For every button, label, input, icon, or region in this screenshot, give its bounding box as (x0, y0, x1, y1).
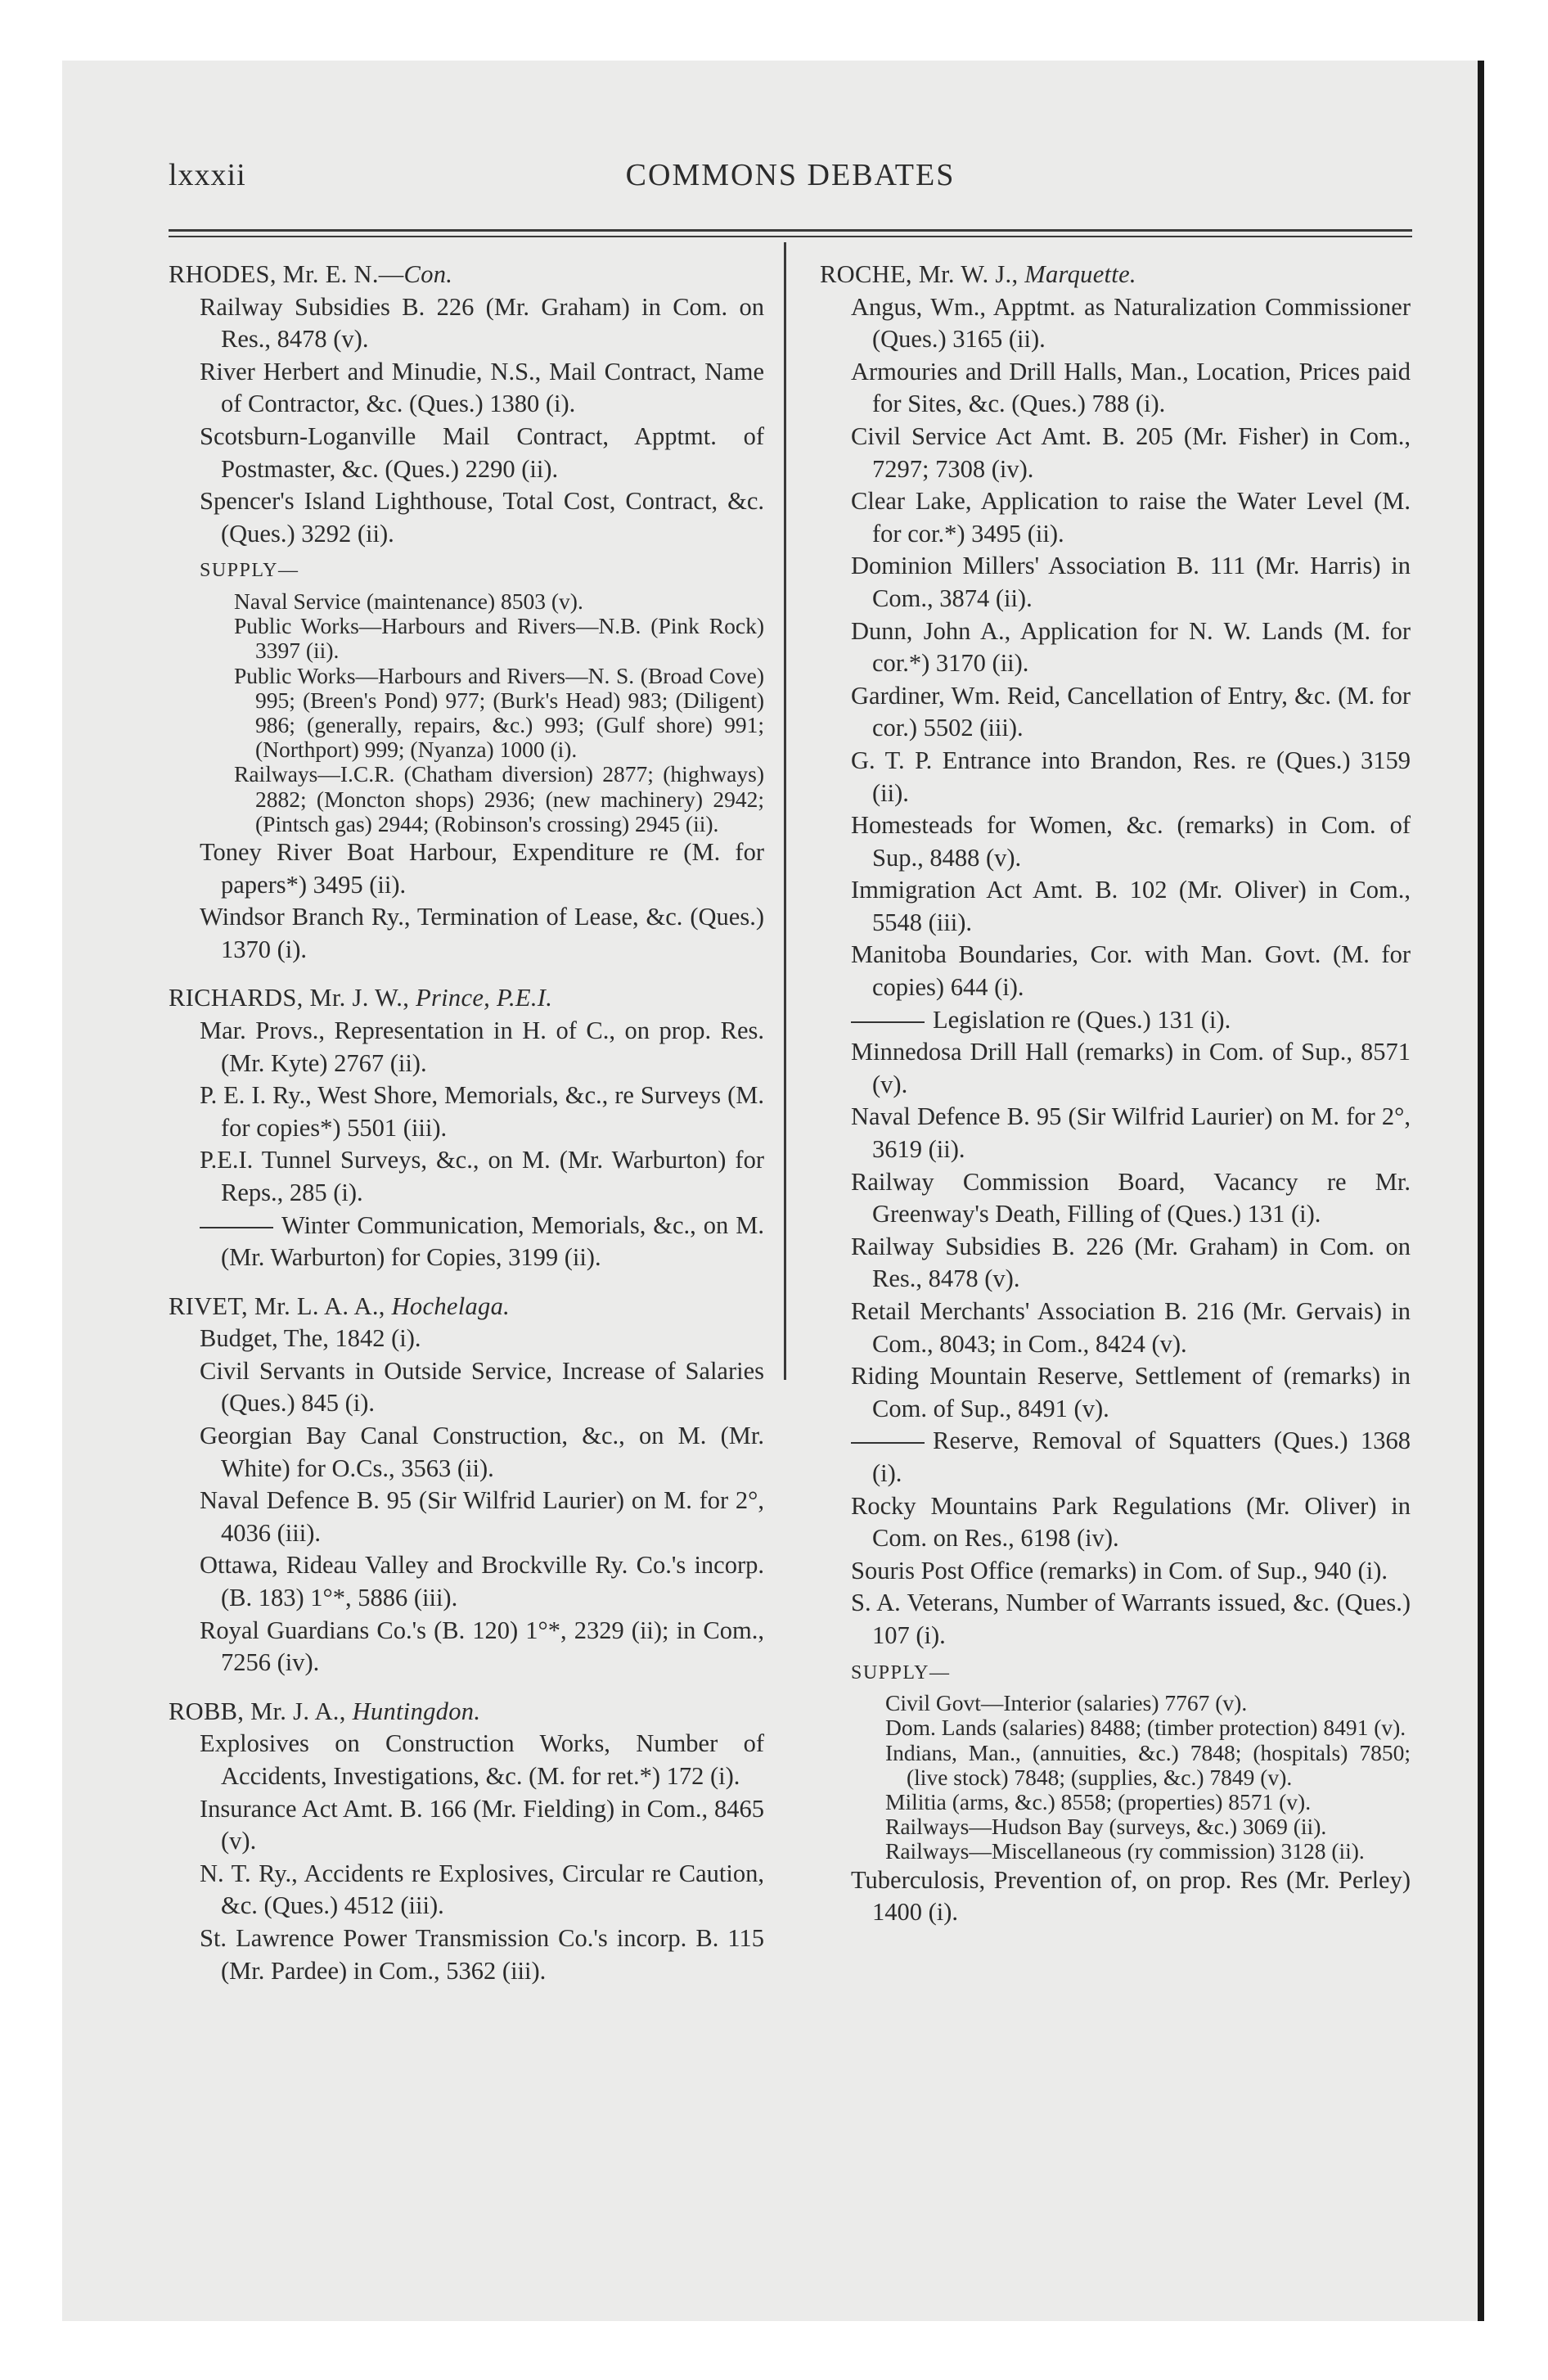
column-divider (784, 242, 786, 1380)
index-entry (820, 1864, 1411, 1929)
index-entry (169, 1420, 764, 1485)
entry-text: Homesteads for Women, &c. (remarks) in Com. of Sup., 8488 (v). (851, 811, 1411, 872)
index-entry (820, 1231, 1411, 1296)
entry-text: Insurance Act Amt. B. 166 (Mr. Fielding) in Com., 8465 (v). (200, 1794, 764, 1855)
index-entry (169, 1015, 764, 1080)
header-rule (169, 229, 1412, 232)
supply-item: Militia (arms, &c.) 8558; (properties) 8571 (v). (885, 1788, 1312, 1814)
index-entry (169, 1922, 764, 1987)
supply-item: Public Works—Harbours and Rivers—N. S. (Broad Cove) 995; (Breen's Pond) 977; (Burk's Head) 983; (Diligent) 986; (generally, repairs, &c.) 993; (Gulf shore) 991; (Northport) 999; (Nyanza) 1000 (i). (234, 662, 764, 763)
member-heading (820, 259, 1411, 291)
index-entry (169, 1355, 764, 1420)
member-constituency: Hochelaga. (391, 1291, 511, 1320)
index-entry (169, 485, 764, 550)
index-entry (169, 1323, 764, 1355)
index-entry (169, 1210, 764, 1274)
entry-text: G. T. P. Entrance into Brandon, Res. re (Ques.) 3159 (ii). (851, 746, 1411, 807)
supply-item: Public Works—Harbours and Rivers—N.B. (Pink Rock) 3397 (ii). (234, 613, 764, 664)
entry-text: Retail Merchants' Association B. 216 (Mr. Gervais) in Com., 8043; in Com., 8424 (v). (851, 1297, 1411, 1358)
member-heading (169, 1291, 764, 1323)
index-entry (169, 836, 764, 901)
section-gap (169, 1679, 764, 1696)
index-entry (820, 1587, 1411, 1652)
index-entry (820, 615, 1411, 680)
entry-text: Spencer's Island Lighthouse, Total Cost, Contract, &c. (Ques.) 3292 (ii). (200, 487, 764, 548)
index-entry (820, 356, 1411, 421)
entry-text: Manitoba Boundaries, Cor. with Man. Govt. (M. for copies) 644 (i). (851, 940, 1411, 1002)
member-heading (169, 1696, 764, 1729)
entry-text: Royal Guardians Co.'s (B. 120) 1°*, 2329 (ii); in Com., 7256 (iv). (200, 1616, 764, 1677)
supply-label: SUPPLY— (200, 560, 299, 582)
index-entry (820, 1296, 1411, 1360)
entry-text: Armouries and Drill Halls, Man., Location, Prices paid for Sites, &c. (Ques.) 788 (i). (851, 357, 1411, 418)
supply-item: Railways—Miscellaneous (ry commission) 3128 (ii). (885, 1838, 1365, 1864)
member-heading (169, 982, 764, 1015)
entry-text: Riding Mountain Reserve, Settlement of (remarks) in Com. of Sup., 8491 (v). (851, 1362, 1411, 1422)
index-entry (169, 421, 764, 485)
entry-text: Civil Servants in Outside Service, Increase of Salaries (Ques.) 845 (i). (200, 1356, 764, 1418)
member-heading (169, 259, 764, 291)
index-entry (820, 1101, 1411, 1165)
supply-item: Naval Service (maintenance) 8503 (v). (234, 588, 583, 614)
entry-text: Mar. Provs., Representation in H. of C., on prop. Res. (Mr. Kyte) 2767 (ii). (200, 1016, 764, 1077)
supply-label: SUPPLY— (851, 1661, 951, 1684)
entry-text: Reserve, Removal of Squatters (Ques.) 1368 (i). (872, 1427, 1411, 1487)
entry-text: River Herbert and Minudie, N.S., Mail Contract, Name of Contractor, &c. (Ques.) 1380 (i). (200, 357, 764, 418)
entry-text: Immigration Act Amt. B. 102 (Mr. Oliver) in Com., 5548 (iii). (851, 876, 1411, 936)
entry-text: Explosives on Construction Works, Number of Accidents, Investigations, &c. (M. for ret.*) 172 (i). (200, 1729, 764, 1790)
supply-item: Dom. Lands (salaries) 8488; (timber protection) 8491 (v). (885, 1715, 1406, 1741)
supply-item: Indians, Man., (annuities, &c.) 7848; (hospitals) 7850; (live stock) 7848; (supplies, &c.) 7849 (v). (885, 1739, 1411, 1790)
entry-text: Railway Subsidies B. 226 (Mr. Graham) in Com. on Res., 8478 (v). (851, 1232, 1411, 1293)
page-edge-shadow (1478, 61, 1484, 2321)
supply-item: Civil Govt—Interior (salaries) 7767 (v). (885, 1690, 1248, 1716)
entry-text: P. E. I. Ry., West Shore, Memorials, &c., re Surveys (M. for copies*) 5501 (iii). (200, 1081, 764, 1142)
index-entry (820, 1360, 1411, 1425)
running-title: COMMONS DEBATES (625, 158, 956, 192)
member-constituency: Marquette. (1024, 260, 1136, 288)
section-gap (169, 1274, 764, 1291)
index-entry (820, 485, 1411, 550)
entry-text: Gardiner, Wm. Reid, Cancellation of Entry, &c. (M. for cor.) 5502 (iii). (851, 681, 1411, 742)
entry-text: S. A. Veterans, Number of Warrants issued, &c. (Ques.) 107 (i). (851, 1589, 1411, 1649)
member-name: ROCHE, Mr. W. J., (820, 260, 1025, 288)
entry-text: Toney River Boat Harbour, Expenditure re (M. for papers*) 3495 (ii). (200, 837, 764, 899)
section-gap (169, 966, 764, 982)
member-constituency: Con. (403, 260, 453, 288)
entry-text: Railway Subsidies B. 226 (Mr. Graham) in Com. on Res., 8478 (v). (200, 292, 764, 354)
entry-text: St. Lawrence Power Transmission Co.'s incorp. B. 115 (Mr. Pardee) in Com., 5362 (iii). (200, 1923, 764, 1985)
page-number: lxxxii (169, 158, 246, 192)
entry-text: Ottawa, Rideau Valley and Brockville Ry. Co.'s incorp. (B. 183) 1°*, 5886 (iii). (200, 1551, 764, 1612)
entry-text: Minnedosa Drill Hall (remarks) in Com. of Sup., 8571 (v). (851, 1038, 1411, 1098)
member-name: RICHARDS, Mr. J. W., (169, 984, 416, 1012)
entry-text: Souris Post Office (remarks) in Com. of Sup., 940 (i). (851, 1556, 1388, 1584)
index-entry (820, 1004, 1411, 1037)
index-entry (169, 901, 764, 966)
entry-text: P.E.I. Tunnel Surveys, &c., on M. (Mr. Warburton) for Reps., 285 (i). (200, 1146, 764, 1206)
index-entry (169, 1485, 764, 1549)
index-entry (820, 291, 1411, 356)
entry-text: Georgian Bay Canal Construction, &c., on M. (Mr. White) for O.Cs., 3563 (ii). (200, 1422, 764, 1482)
right-column (820, 259, 1411, 1929)
member-name: RHODES, Mr. E. N.— (169, 260, 404, 288)
entry-text: Angus, Wm., Apptmt. as Naturalization Commissioner (Ques.) 3165 (ii). (851, 292, 1411, 354)
entry-text: Budget, The, 1842 (i). (200, 1324, 421, 1353)
entry-text: Naval Defence B. 95 (Sir Wilfrid Laurier) on M. for 2°, 4036 (iii). (200, 1486, 764, 1547)
index-entry (820, 1425, 1411, 1490)
supply-item: Railways—Hudson Bay (surveys, &c.) 3069 (ii). (885, 1814, 1327, 1840)
header-rule-thin (169, 236, 1412, 237)
entry-text: Tuberculosis, Prevention of, on prop. Res (Mr. Perley) 1400 (i). (851, 1865, 1411, 1927)
entry-text: N. T. Ry., Accidents re Explosives, Circular re Caution, &c. (Ques.) 4512 (iii). (200, 1859, 764, 1920)
index-entry (820, 939, 1411, 1003)
entry-text: Windsor Branch Ry., Termination of Lease, &c. (Ques.) 1370 (i). (200, 903, 764, 963)
index-entry (169, 291, 764, 356)
index-entry (169, 356, 764, 421)
entry-text: Naval Defence B. 95 (Sir Wilfrid Laurier) on M. for 2°, 3619 (ii). (851, 1102, 1411, 1164)
member-name: RIVET, Mr. L. A. A., (169, 1291, 392, 1320)
index-entry (820, 550, 1411, 615)
index-entry (169, 1080, 764, 1144)
supply-item: Railways—I.C.R. (Chatham diversion) 2877; (highways) 2882; (Moncton shops) 2936; (new machinery) 2942; (Pintsch gas) 2944; (Robinson's crossing) 2945 (ii). (234, 761, 764, 836)
index-entry (820, 809, 1411, 874)
index-entry (169, 1793, 764, 1858)
index-entry (169, 1728, 764, 1792)
index-entry (820, 1555, 1411, 1588)
index-entry (820, 1490, 1411, 1555)
index-entry (820, 1166, 1411, 1231)
entry-text: Scotsburn-Loganville Mail Contract, Apptmt. of Postmaster, &c. (Ques.) 2290 (ii). (200, 421, 764, 483)
entry-text: Civil Service Act Amt. B. 205 (Mr. Fisher) in Com., 7297; 7308 (iv). (851, 421, 1411, 483)
entry-text: Railway Commission Board, Vacancy re Mr. Greenway's Death, Filling of (Ques.) 131 (i). (851, 1167, 1411, 1228)
entry-text: Clear Lake, Application to raise the Water Level (M. for cor.*) 3495 (ii). (851, 487, 1411, 548)
member-constituency: Huntingdon. (352, 1697, 481, 1725)
ditto-dash (851, 1442, 925, 1444)
index-entry (169, 1615, 764, 1679)
entry-text: Dunn, John A., Application for N. W. Lands (M. for cor.*) 3170 (ii). (851, 616, 1411, 678)
entry-text: Winter Communication, Memorials, &c., on M. (Mr. Warburton) for Copies, 3199 (ii). (221, 1210, 764, 1272)
index-entry (169, 1549, 764, 1614)
index-entry (820, 745, 1411, 809)
entry-text: Legislation re (Ques.) 131 (i). (933, 1005, 1231, 1034)
index-entry (820, 421, 1411, 485)
ditto-dash (851, 1021, 925, 1023)
page-header (169, 157, 1412, 203)
index-entry (820, 1036, 1411, 1101)
index-entry (820, 874, 1411, 939)
index-entry (820, 680, 1411, 745)
member-constituency: Prince, P.E.I. (416, 984, 553, 1012)
entry-text: Rocky Mountains Park Regulations (Mr. Oliver) in Com. on Res., 6198 (iv). (851, 1491, 1411, 1553)
index-entry (169, 1144, 764, 1209)
left-column (169, 259, 764, 1987)
index-entry (169, 1858, 764, 1922)
entry-text: Dominion Millers' Association B. 111 (Mr. Harris) in Com., 3874 (ii). (851, 552, 1411, 612)
member-name: ROBB, Mr. J. A., (169, 1697, 353, 1725)
ditto-dash (200, 1227, 273, 1228)
